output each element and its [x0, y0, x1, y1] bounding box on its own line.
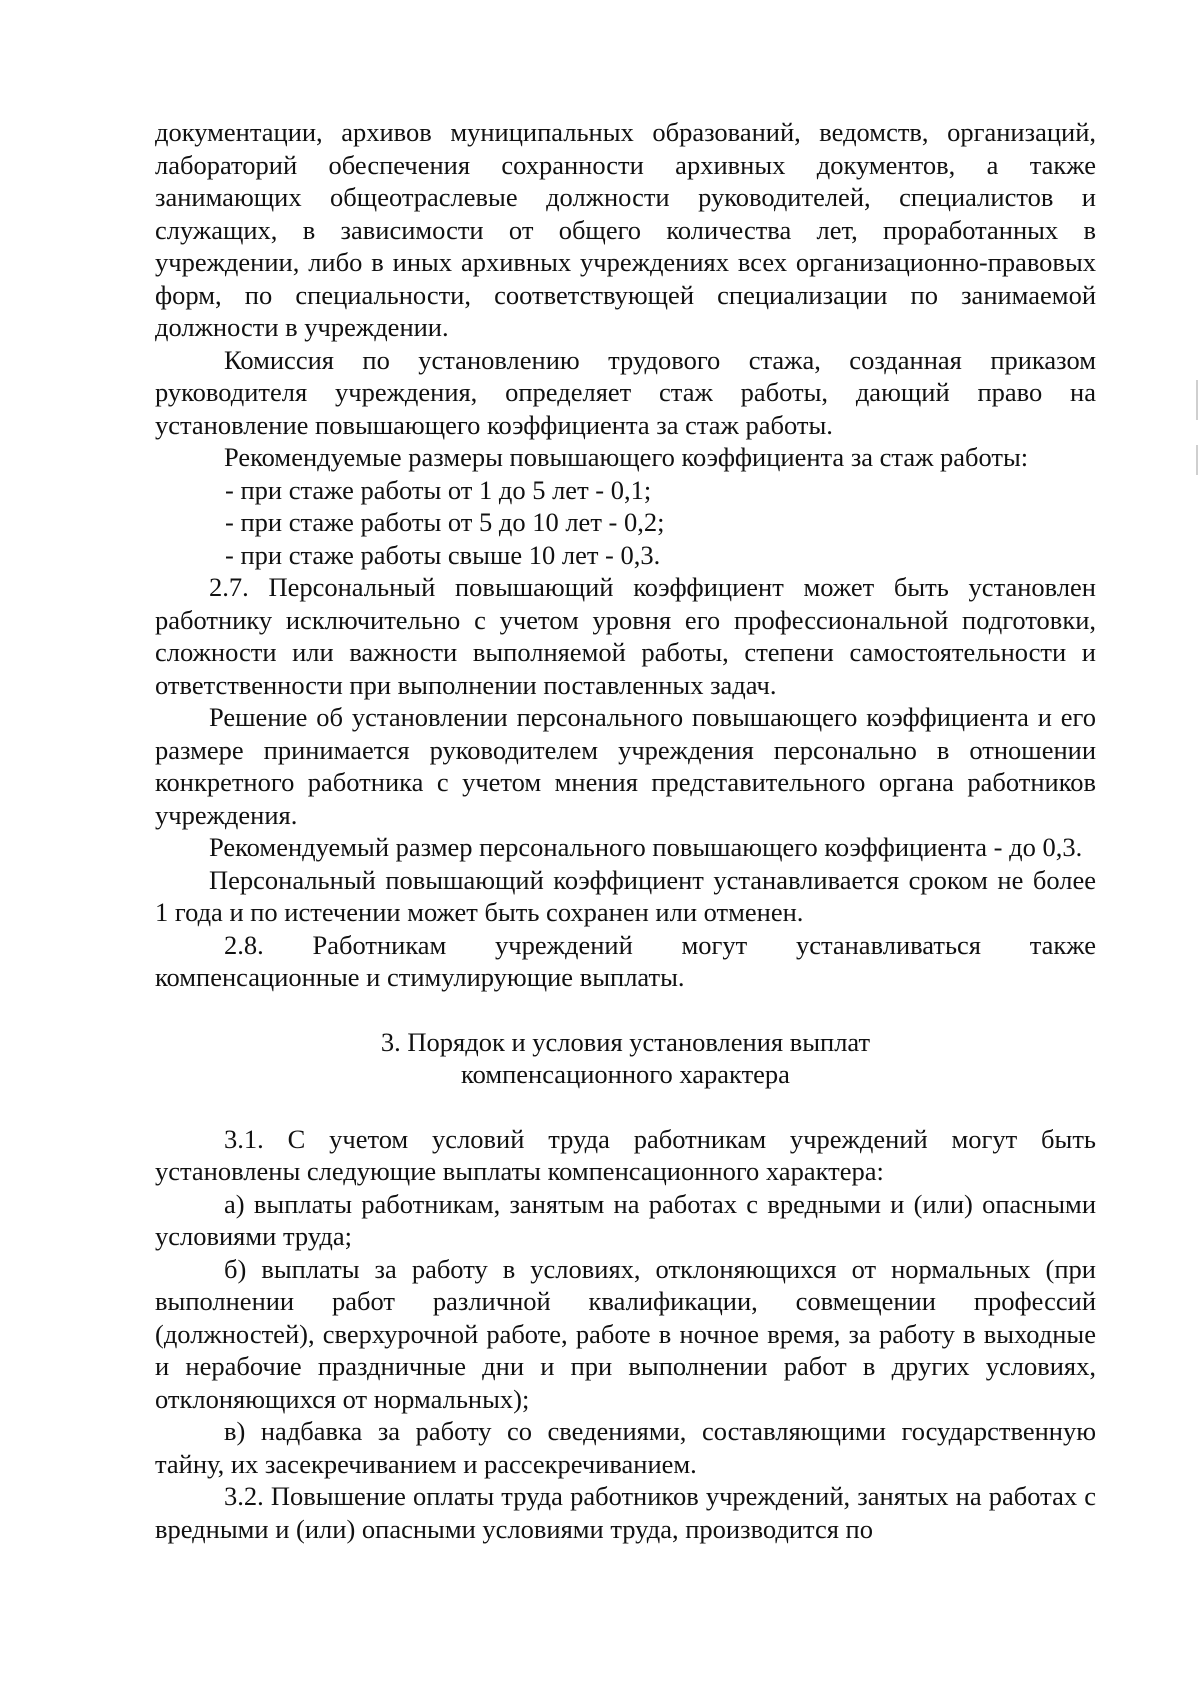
- section-heading-line-2: компенсационного характера: [461, 1059, 790, 1089]
- paragraph-3-1-v: в) надбавка за работу со сведениями, составляющими государственную тайну, их засекречиванием и рассекречиванием.: [155, 1416, 1096, 1479]
- paragraph-3-1-b: б) выплаты за работу в условиях, отклоняющихся от нормальных (при выполнении работ различной квалификации, совмещении профессий (должностей), сверхурочной работе, работе в ночное время, за работу в выходные и нерабочие праздничные дни и при выполнении работ в других условиях, отклоняющихся от нормальных);: [155, 1253, 1096, 1414]
- paragraph-3: Рекомендуемые размеры повышающего коэффициента за стаж работы:: [224, 442, 1029, 472]
- list-item-3: - при стаже работы свыше 10 лет - 0,3.: [225, 539, 661, 570]
- paragraph-recommended-size: Рекомендуемый размер персонального повышающего коэффициента - до 0,3.: [209, 832, 1083, 862]
- paragraph-2-8: 2.8. Работникам учреждений могут устанавливаться также компенсационные и стимулирующие выплаты.: [155, 929, 1096, 992]
- paragraph-3-1-a: а) выплаты работникам, занятым на работах с вредными и (или) опасными условиями труда;: [155, 1188, 1096, 1251]
- document-body: [155, 116, 1096, 1545]
- paragraph-1: документации, архивов муниципальных образований, ведомств, организаций, лабораторий обеспечения сохранности архивных документов, а также занимающих общеотраслевые должности руководителей, специалистов и служащих, в зависимости от общего количества лет, проработанных в учреждении, либо в иных архивных учреждениях всех организационно-правовых форм, по специальности, соответствующей специализации по занимаемой должности в учреждении.: [155, 117, 1096, 342]
- paragraph-2: Комиссия по установлению трудового стажа, созданная приказом руководителя учреждения, определяет стаж работы, дающий право на установление повышающего коэффициента за стаж работы.: [155, 344, 1096, 440]
- scan-edge-mark: [1196, 445, 1198, 475]
- paragraph-3-1: 3.1. С учетом условий труда работникам учреждений могут быть установлены следующие выплаты компенсационного характера:: [155, 1123, 1096, 1186]
- section-heading: [155, 1026, 1096, 1091]
- paragraph-3-2: 3.2. Повышение оплаты труда работников учреждений, занятых на работах с вредными и (или) опасными условиями труда, производится по: [155, 1481, 1096, 1544]
- paragraph-2-7: 2.7. Персональный повышающий коэффициент может быть установлен работнику исключительно с учетом уровня его профессиональной подготовки, сложности или важности выполняемой работы, степени самостоятельности и ответственности при выполнении поставленных задач.: [155, 572, 1096, 700]
- paragraph-decision: Решение об установлении персонального повышающего коэффициента и его размере принимается руководителем учреждения персонально в отношении конкретного работника с учетом мнения представительного органа работников учреждения.: [155, 702, 1096, 830]
- scan-edge-mark: [1196, 380, 1198, 420]
- list-item-1: - при стаже работы от 1 до 5 лет - 0,1;: [225, 474, 652, 505]
- list-item-2: - при стаже работы от 5 до 10 лет - 0,2;: [225, 507, 665, 537]
- section-heading-line-1: 3. Порядок и условия установления выплат: [380, 1026, 871, 1057]
- paragraph-term: Персональный повышающий коэффициент устанавливается сроком не более 1 года и по истечении может быть сохранен или отменен.: [155, 864, 1096, 927]
